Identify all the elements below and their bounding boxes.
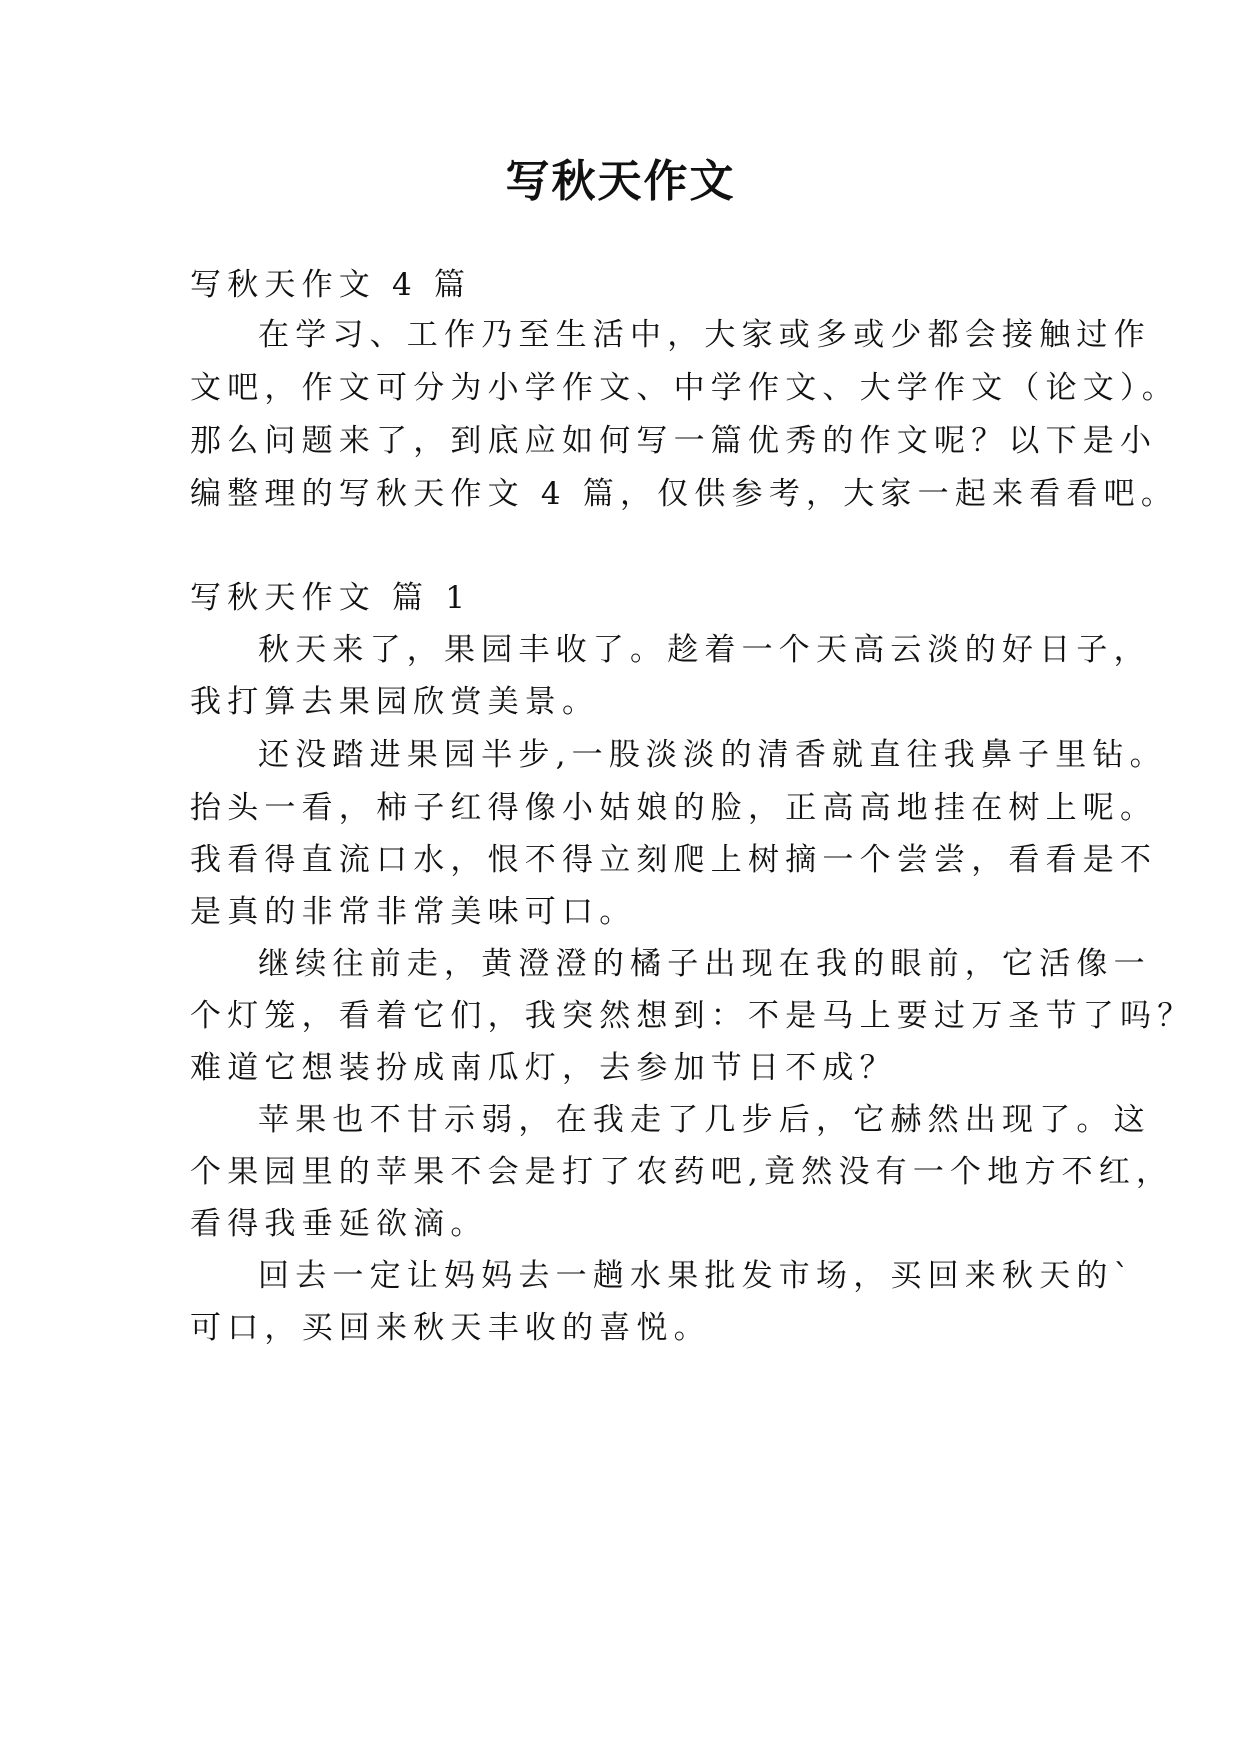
paragraph-line: 我看得直流口水，恨不得立刻爬上树摘一个尝尝，看看是不 [190, 842, 1158, 878]
paragraph-line: 苹果也不甘示弱，在我走了几步后，它赫然出现了。这 [258, 1102, 1151, 1138]
paragraph-line: 继续往前走，黄澄澄的橘子出现在我的眼前，它活像一 [258, 946, 1151, 982]
paragraph-line: 还没踏进果园半步,一股淡淡的清香就直往我鼻子里钻。 [258, 737, 1167, 773]
paragraph-line: 秋天来了，果园丰收了。趁着一个天高云淡的好日子， [258, 632, 1151, 668]
paragraph-line: 是真的非常非常美味可口。 [190, 894, 637, 930]
paragraph-line: 看得我垂延欲滴。 [190, 1206, 488, 1242]
section-heading-overview: 写秋天作文 4 篇 [190, 267, 472, 303]
paragraph-line: 那么问题来了，到底应如何写一篇优秀的作文呢？以下是小 [190, 423, 1158, 459]
paragraph-line: 文吧，作文可分为小学作文、中学作文、大学作文（论文）。 [190, 370, 1179, 406]
paragraph-line: 在学习、工作乃至生活中，大家或多或少都会接触过作 [258, 317, 1151, 353]
paragraph-line: 编整理的写秋天作文 4 篇，仅供参考，大家一起来看看吧。 [190, 476, 1179, 512]
paragraph-line: 个果园里的苹果不会是打了农药吧,竟然没有一个地方不红， [190, 1154, 1174, 1190]
paragraph-line: 回去一定让妈妈去一趟水果批发市场，买回来秋天的` [258, 1258, 1136, 1294]
paragraph-line: 难道它想装扮成南瓜灯，去参加节日不成？ [190, 1050, 897, 1086]
document-title: 写秋天作文 [505, 156, 736, 207]
paragraph-line: 我打算去果园欣赏美景。 [190, 684, 600, 720]
section-heading-essay-1: 写秋天作文 篇 1 [190, 580, 472, 616]
paragraph-line: 个灯笼，看着它们，我突然想到：不是马上要过万圣节了吗？ [190, 998, 1195, 1034]
paragraph-line: 抬头一看，柿子红得像小姑娘的脸，正高高地挂在树上呢。 [190, 790, 1158, 826]
paragraph-line: 可口，买回来秋天丰收的喜悦。 [190, 1310, 711, 1346]
